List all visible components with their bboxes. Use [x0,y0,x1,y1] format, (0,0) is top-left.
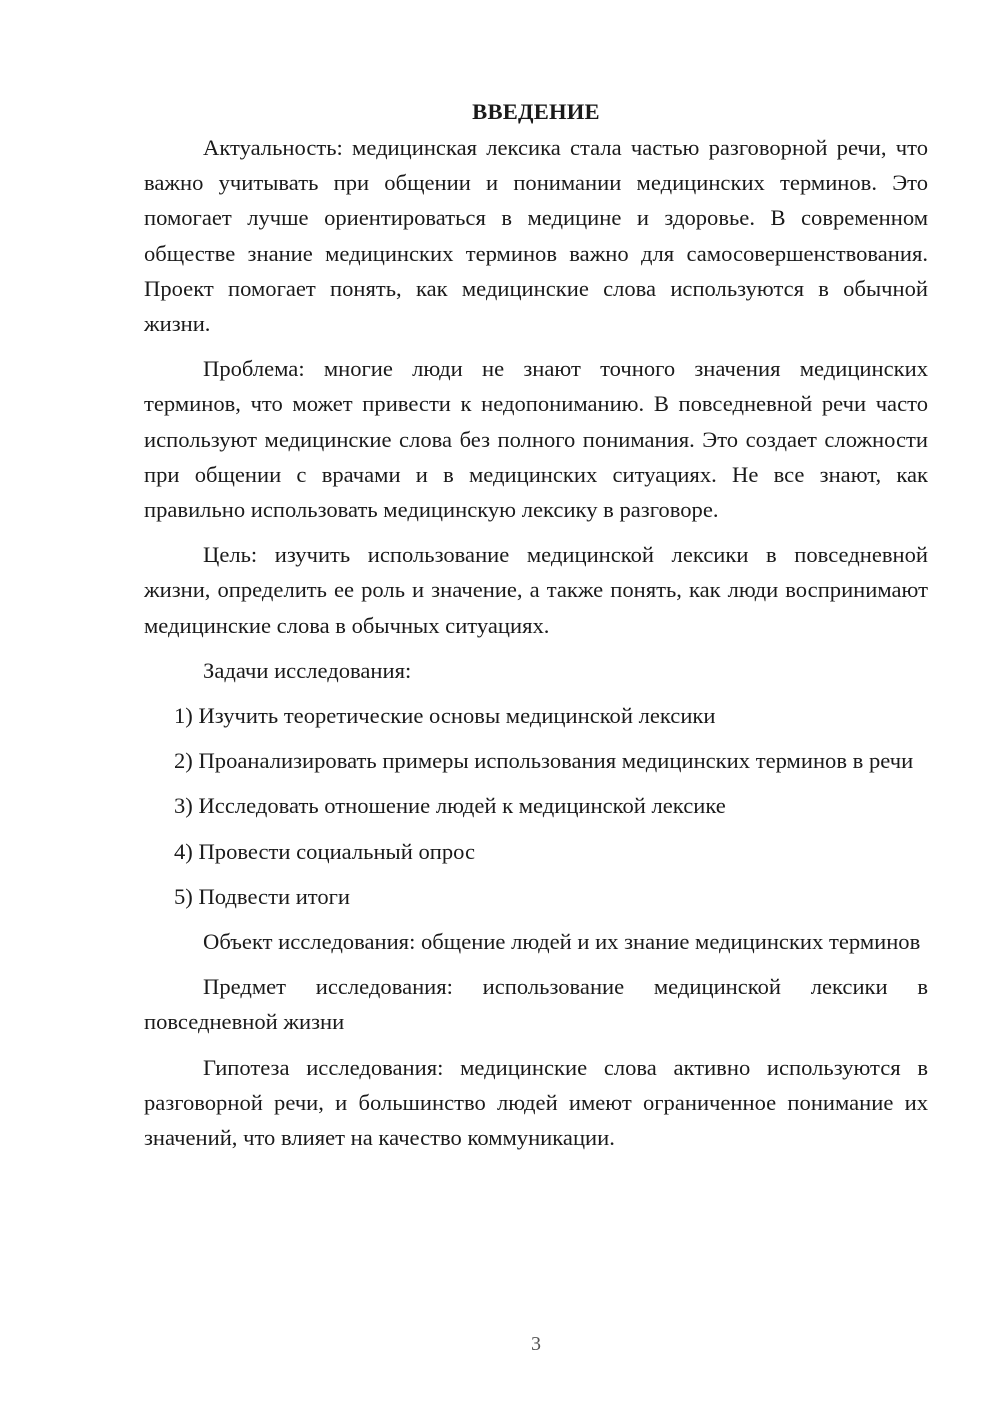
task-item: 1) Изучить теоретические основы медицинской лексики [174,703,716,729]
page-number: 3 [531,1333,541,1355]
task-item: 5) Подвести итоги [174,883,351,909]
task-item: 4) Провести социальный опрос [174,838,476,864]
subject-paragraph: Предмет исследования: использование медицинской лексики в повседневной жизни [144,974,928,1035]
relevance-paragraph: Актуальность: медицинская лексика стала частью разговорной речи, что важно учитывать при общении и понимании медицинских терминов. Это помогает лучше ориентироваться в медицине и здоровье. В современном обществе знание медицинских терминов важно для самосовершенствования. Проект помогает понять, как медицинские слова используются в обычной жизни. [144,135,928,337]
document-page [144,94,928,1165]
section-title: ВВЕДЕНИЕ [472,99,600,124]
task-item: 2) Проанализировать примеры использования медицинских терминов в речи [174,748,914,774]
problem-paragraph: Проблема: многие люди не знают точного значения медицинских терминов, что может привести к недопониманию. В повседневной речи часто используют медицинские слова без полного понимания. Это создает сложности при общении с врачами и в медицинских ситуациях. Не все знают, как правильно использовать медицинскую лексику в разговоре. [144,356,928,523]
tasks-heading: Задачи исследования: [203,657,412,683]
goal-paragraph: Цель: изучить использование медицинской лексики в повседневной жизни, определить ее роль и значение, а также понять, как люди воспринимают медицинские слова в обычных ситуациях. [144,542,928,638]
task-item: 3) Исследовать отношение людей к медицинской лексике [174,793,726,819]
object-paragraph: Объект исследования: общение людей и их знание медицинских терминов [203,929,921,955]
hypothesis-paragraph: Гипотеза исследования: медицинские слова активно используются в разговорной речи, и большинство людей имеют ограниченное понимание их значений, что влияет на качество коммуникации. [144,1054,928,1151]
